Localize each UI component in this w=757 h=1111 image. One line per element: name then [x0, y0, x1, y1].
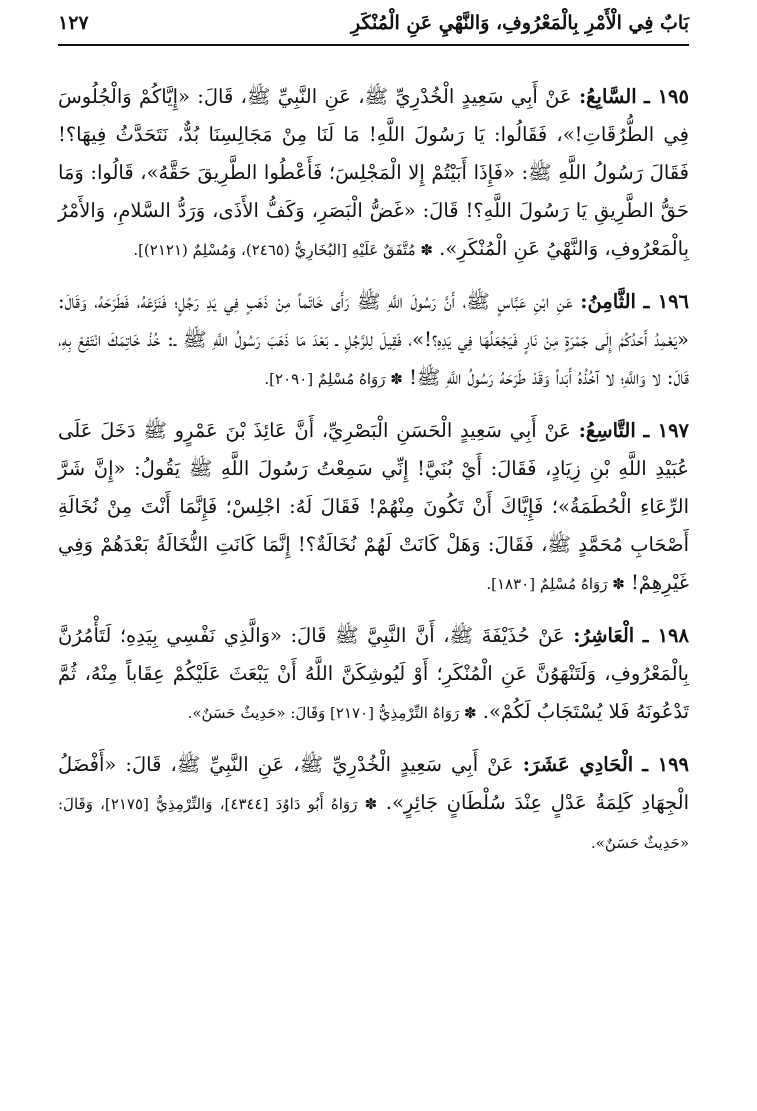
hadith-ordinal: الْعَاشِرُ:: [573, 624, 635, 647]
header-rule: [58, 44, 689, 46]
hadith-paragraph: [58, 617, 689, 732]
hadith-number: ١٩٥ ـ: [643, 85, 689, 108]
hadith-195: [58, 78, 689, 269]
hadith-ordinal: الثَّامِنُ:: [580, 290, 636, 313]
hadith-number: ١٩٦ ـ: [643, 290, 690, 313]
hadith-source: ✽ رَوَاهُ أَبُو دَاوُدَ [٤٣٤٤]، وَالتِّرْمِذِيُّ [٢١٧٥]، وَقَالَ: «حَدِيثٌ حَسَنٌ».: [58, 795, 689, 852]
hadith-text: عَنْ حُذَيْفَةَ ﷺ، أَنَّ النَّبِيَّ ﷺ قَالَ: «وَالَّذِي نَفْسِي بِيَدِهِ؛ لَتَأْمُرُنَّ بِالْمَعْرُوفِ، وَلَتَنْهَوُنَّ عَنِ الْمُنْكَرِ؛ أَوْ لَيُوشِكَنَّ اللَّهُ أَنْ يَبْعَثَ عَلَيْكُمْ عِقَاباً مِنْهُ، ثُمَّ تَدْعُونَهُ فَلا يُسْتَجَابُ لَكُمْ».: [58, 624, 689, 723]
hadith-199: [58, 746, 689, 862]
hadith-text: عَنِ ابْنِ عَبَّاسٍ ﷺ، أَنَّ رَسُولَ اللَّهِ ﷺ رَأَى خَاتَماً مِنْ ذَهَبٍ فِي يَدِ رَجُلٍ؛ فَنَزَعَهُ، فَطَرَحَهُ، وَقَالَ: «يَعْمِدُ أَحَدُكُمْ إِلَى جَمْرَةٍ مِنْ نَارٍ فَيَجْعَلُهَا فِي يَدِهِ؟!»، فَقِيلَ لِلرَّجُلِ ـ بَعْدَ مَا ذَهَبَ رَسُولُ اللَّهِ ﷺ ـ: خُذْ خَاتِمَكَ انْتَفِعْ بِهِ، قَالَ: لا وَاللَّهِ؛ لا آخُذُهُ أَبَداً وَقَدْ طَرَحَهُ رَسُولُ اللَّهِ ﷺ!: [58, 290, 689, 389]
hadith-ordinal: التَّاسِعُ:: [578, 419, 636, 442]
hadith-paragraph: [58, 283, 689, 398]
hadith-source: ✽ مُتَّفَقٌ عَلَيْهِ [البُخَارِيُّ (٢٤٦٥)، وَمُسْلِمٌ (٢١٢١)].: [133, 241, 433, 259]
page-body: [58, 78, 689, 876]
hadith-paragraph: [58, 78, 689, 269]
hadith-source: ✽ رَوَاهُ التِّرْمِذِيُّ [٢١٧٠] وَقَالَ: «حَدِيثٌ حَسَنٌ».: [187, 704, 477, 722]
hadith-source: ✽ رَوَاهُ مُسْلِمٌ [١٨٣٠].: [486, 575, 625, 593]
hadith-paragraph: [58, 412, 689, 603]
hadith-196: [58, 283, 689, 398]
hadith-number: ١٩٧ ـ: [643, 419, 690, 442]
chapter-title: بَابٌ فِي الْأَمْرِ بِالْمَعْرُوفِ، وَالنَّهْيِ عَنِ الْمُنْكَرِ: [351, 12, 689, 34]
hadith-paragraph: [58, 746, 689, 862]
hadith-text: عَنْ أَبِي سَعِيدٍ الْخُدْرِيِّ ﷺ، عَنِ النَّبِيِّ ﷺ، قَالَ: «أَفْضَلُ الْجِهَادِ كَلِمَةُ عَدْلٍ عِنْدَ سُلْطَانٍ جَائِرٍ».: [58, 753, 689, 814]
hadith-number: ١٩٨ ـ: [642, 624, 689, 647]
hadith-source: ✽ رَوَاهُ مُسْلِمٌ [٢٠٩٠].: [264, 370, 403, 388]
hadith-198: [58, 617, 689, 732]
hadith-ordinal: الْحَادِي عَشَرَ:: [522, 753, 634, 776]
hadith-ordinal: السَّابِعُ:: [578, 85, 637, 108]
page-header: [58, 6, 689, 40]
hadith-197: [58, 412, 689, 603]
hadith-number: ١٩٩ ـ: [642, 753, 690, 776]
hadith-text: عَنْ أَبِي سَعِيدٍ الْحَسَنِ الْبَصْرِيِّ، أَنَّ عَائِذَ بْنَ عَمْرٍو ﷺ دَخَلَ عَلَى عُبَيْدِ اللَّهِ بْنِ زِيَادٍ، فَقَالَ: أَيْ بُنَيَّ! إِنِّي سَمِعْتُ رَسُولَ اللَّهِ ﷺ يَقُولُ: «إِنَّ شَرَّ الرِّعَاءِ الْحُطَمَةُ»؛ فَإِيَّاكَ أَنْ تَكُونَ مِنْهُمْ! فَقَالَ لَهُ: اجْلِسْ؛ فَإِنَّمَا أَنْتَ مِنْ نُخَالَةِ أَصْحَابِ مُحَمَّدٍ ﷺ، فَقَالَ: وَهَلْ كَانَتْ لَهُمْ نُخَالَةٌ؟! إِنَّمَا كَانَتِ النُّخَالَةُ بَعْدَهُمْ وَفِي غَيْرِهِمْ!: [58, 419, 689, 594]
hadith-text: عَنْ أَبِي سَعِيدٍ الْخُدْرِيِّ ﷺ، عَنِ النَّبِيِّ ﷺ، قَالَ: «إِيَّاكُمْ وَالْجُلُوسَ فِي الطُّرُقَاتِ!»، فَقَالُوا: يَا رَسُولَ اللَّهِ! مَا لَنَا مِنْ مَجَالِسِنَا بُدٌّ، نَتَحَدَّثُ فِيهَا؟! فَقَالَ رَسُولُ اللَّهِ ﷺ: «فَإِذَا أَبَيْتُمْ إِلا الْمَجْلِسَ؛ فَأَعْطُوا الطَّرِيقَ حَقَّهُ»، قَالُوا: وَمَا حَقُّ الطَّرِيقِ يَا رَسُولَ اللَّهِ؟! قَالَ: «غَضُّ الْبَصَرِ، وَكَفُّ الأَذَى، وَرَدُّ السَّلامِ، وَالأَمْرُ بِالْمَعْرُوفِ، وَالنَّهْيُ عَنِ الْمُنْكَرِ».: [58, 85, 689, 260]
page-number: ١٢٧: [58, 12, 89, 34]
